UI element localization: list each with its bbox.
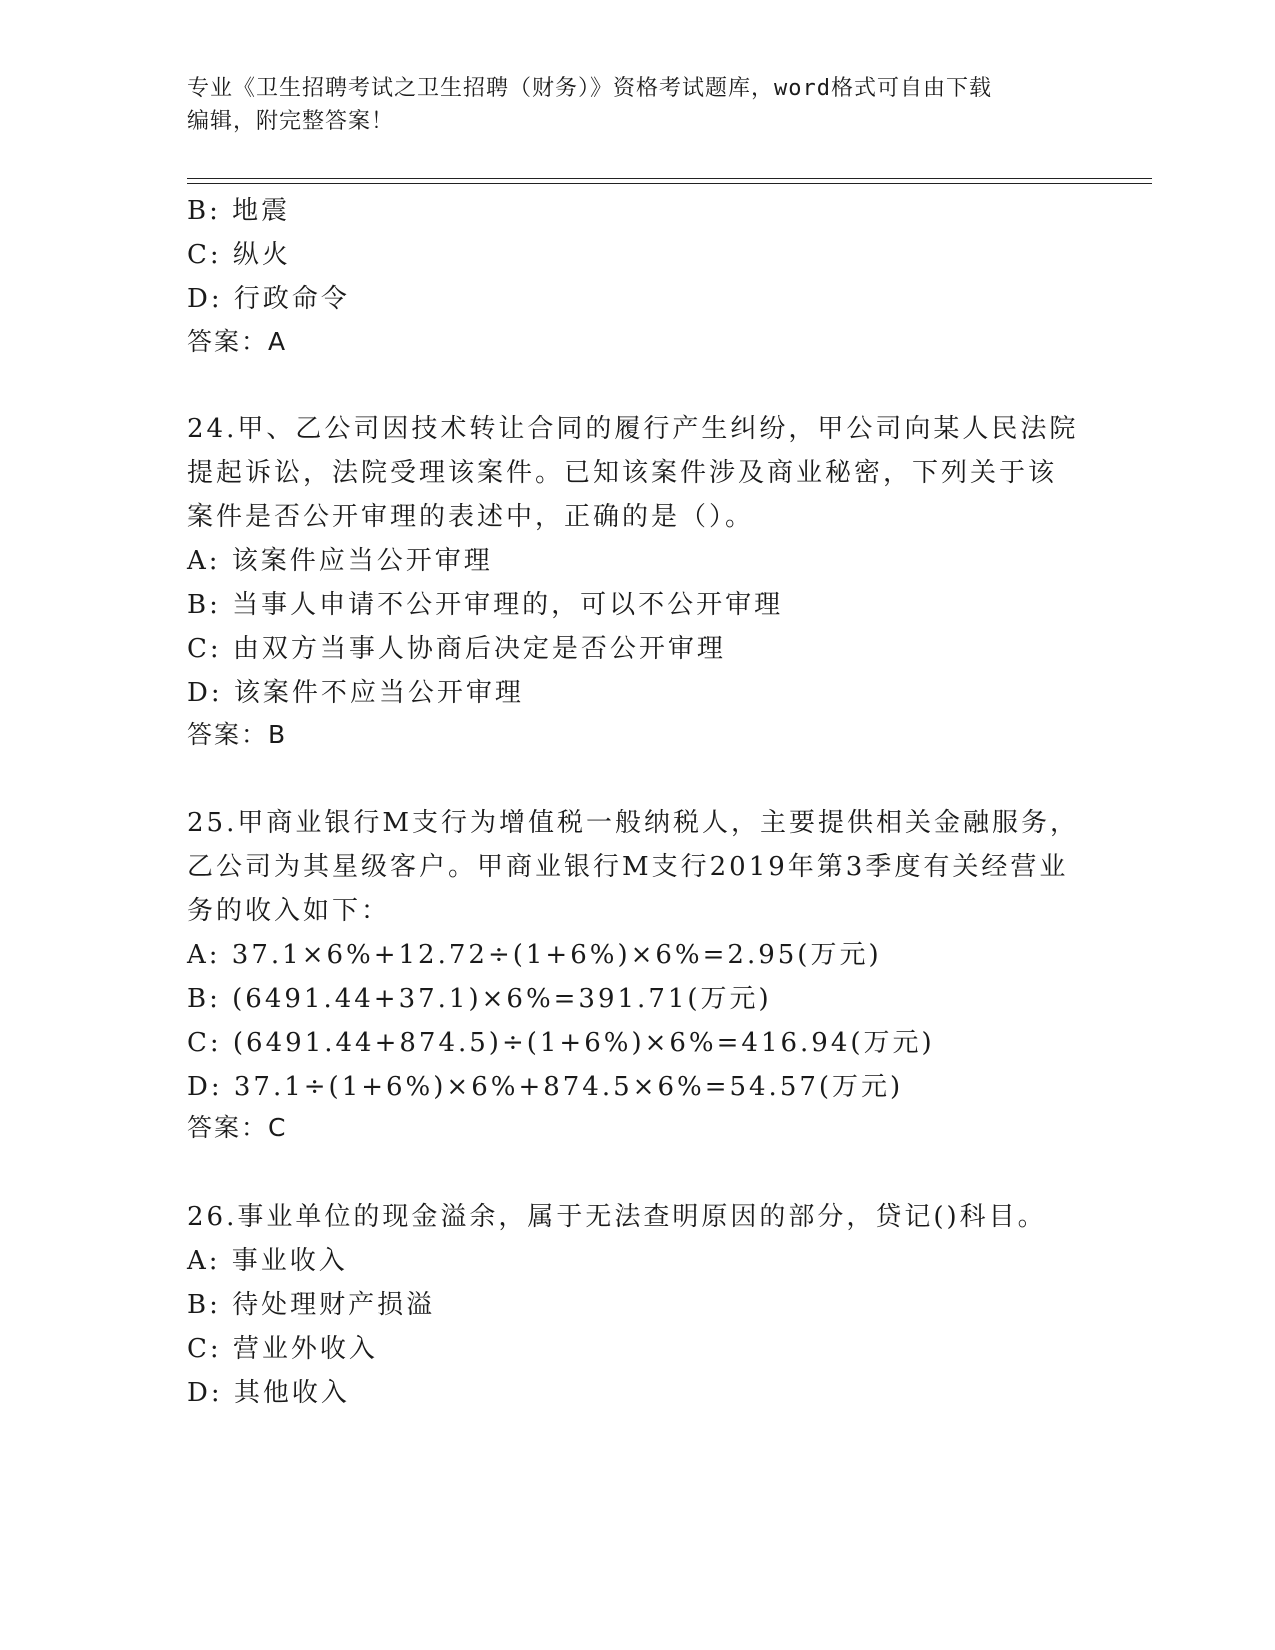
question-25-option-b: B: (6491.44+37.1)×6%=391.71(万元) bbox=[187, 984, 772, 1014]
question-25-stem-line: 25.甲商业银行M支行为增值税一般纳税人，主要提供相关金融服务， bbox=[187, 808, 1079, 838]
question-25-option-c: C: (6491.44+874.5)÷(1+6%)×6%=416.94(万元) bbox=[187, 1028, 935, 1058]
question-24-stem-line: 提起诉讼，法院受理该案件。已知该案件涉及商业秘密，下列关于该 bbox=[187, 458, 1058, 488]
option-b: B: 地震 bbox=[187, 196, 291, 226]
header-line-2: 编辑，附完整答案！ bbox=[187, 109, 395, 134]
question-24-stem-line: 案件是否公开审理的表述中，正确的是（）。 bbox=[187, 502, 755, 532]
question-25-option-d: D: 37.1÷(1+6%)×6%+874.5×6%=54.57(万元) bbox=[187, 1072, 904, 1102]
question-26-stem-line: 26.事业单位的现金溢余，属于无法查明原因的部分，贷记()科目。 bbox=[187, 1202, 1047, 1232]
question-26-option-b: B: 待处理财产损溢 bbox=[187, 1290, 436, 1320]
header-divider-bottom bbox=[187, 183, 1152, 184]
question-25-stem-line: 务的收入如下： bbox=[187, 896, 391, 926]
header-divider-top bbox=[187, 178, 1152, 179]
question-24-answer: 答案：B bbox=[187, 720, 288, 749]
answer: 答案：A bbox=[187, 327, 288, 356]
question-24-stem-line: 24.甲、乙公司因技术转让合同的履行产生纠纷，甲公司向某人民法院 bbox=[187, 414, 1079, 444]
document-header bbox=[187, 72, 1087, 138]
question-25-stem-line: 乙公司为其星级客户。甲商业银行M支行2019年第3季度有关经营业 bbox=[187, 852, 1069, 882]
question-25-answer: 答案：C bbox=[187, 1113, 288, 1142]
question-26-option-d: D: 其他收入 bbox=[187, 1378, 350, 1408]
question-26-option-a: A: 事业收入 bbox=[187, 1246, 348, 1276]
question-24-option-b: B: 当事人申请不公开审理的，可以不公开审理 bbox=[187, 590, 784, 620]
option-c: C: 纵火 bbox=[187, 240, 291, 270]
question-24-option-a: A: 该案件应当公开审理 bbox=[187, 546, 493, 576]
question-26-option-c: C: 营业外收入 bbox=[187, 1334, 378, 1364]
option-d: D: 行政命令 bbox=[187, 284, 350, 314]
header-line-1: 专业《卫生招聘考试之卫生招聘（财务）》资格考试题库，word格式可自由下载 bbox=[187, 76, 992, 101]
question-24-option-c: C: 由双方当事人协商后决定是否公开审理 bbox=[187, 634, 726, 664]
question-24-option-d: D: 该案件不应当公开审理 bbox=[187, 678, 524, 708]
question-25-option-a: A: 37.1×6%+12.72÷(1+6%)×6%=2.95(万元) bbox=[187, 940, 882, 970]
